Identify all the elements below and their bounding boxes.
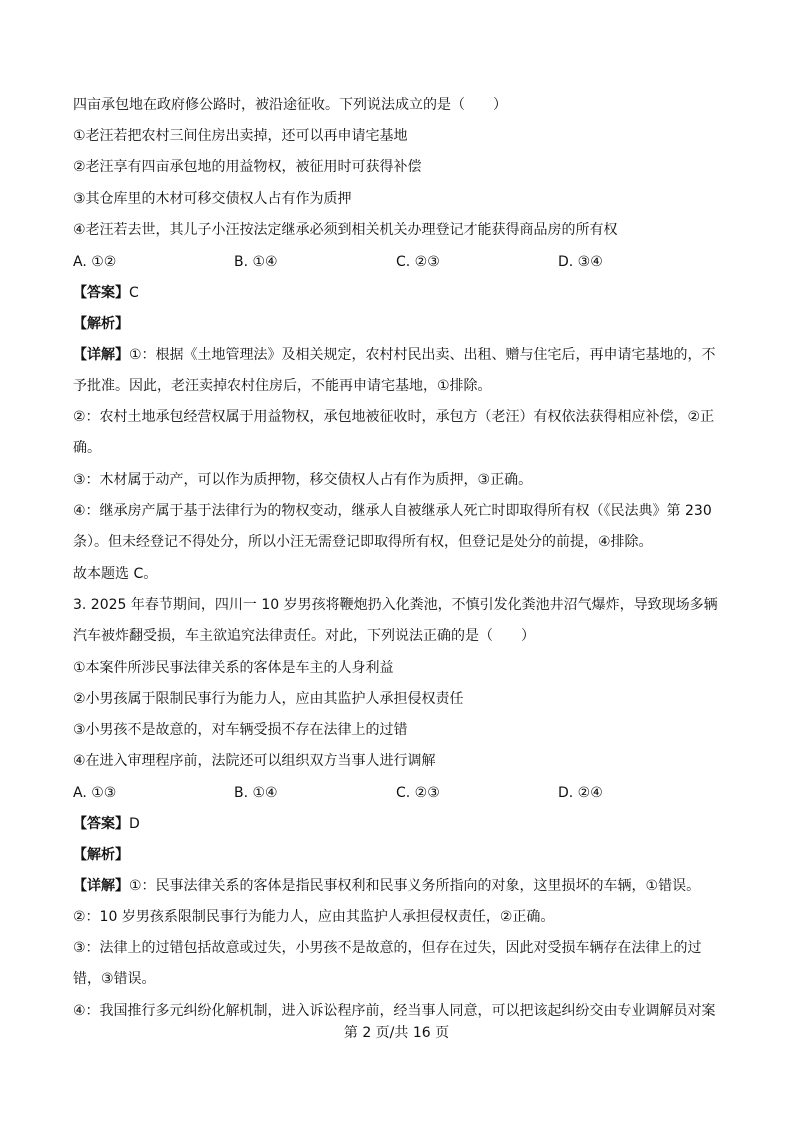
q2-detail-3: ③：木材属于动产，可以作为质押物，移交债权人占有作为质押，③正确。	[73, 472, 533, 488]
q3-option-a: A. ①③	[73, 785, 117, 801]
q3-item-1: ①本案件所涉民事法律关系的客体是车主的人身利益	[73, 660, 394, 676]
q2-option-c: C. ②③	[396, 254, 440, 270]
q2-conclusion: 故本题选 C。	[73, 566, 158, 582]
answer-label: 【答案】	[73, 816, 129, 832]
answer-value: C	[129, 285, 139, 301]
q3-option-b: B. ①④	[234, 785, 278, 801]
q2-item-2: ②老汪享有四亩承包地的用益物权，被征用时可获得补偿	[73, 159, 422, 175]
q3-option-c: C. ②③	[396, 785, 440, 801]
q2-stem: 四亩承包地在政府修公路时，被沿途征收。下列说法成立的是（ ）	[73, 97, 507, 113]
answer-label: 【答案】	[73, 285, 129, 301]
q3-analysis-label: 【解析】	[73, 847, 129, 863]
q2-item-4: ④老汪若去世，其儿子小汪按法定继承必须到相关机关办理登记才能获得商品房的所有权	[73, 222, 618, 238]
q2-option-b: B. ①④	[234, 254, 278, 270]
q3-option-d: D. ②④	[558, 785, 603, 801]
detail-label: 【详解】	[73, 878, 129, 894]
q3-item-4: ④在进入审理程序前，法院还可以组织双方当事人进行调解	[73, 753, 436, 769]
detail-label: 【详解】	[73, 347, 129, 363]
q3-item-3: ③小男孩不是故意的，对车辆受损不存在法律上的过错	[73, 722, 408, 738]
page-footer: 第 2 页/共 16 页	[343, 1025, 450, 1041]
q2-detail-4: ④：继承房产属于基于法律行为的物权变动，继承人自被继承人死亡时即取得所有权（《民法典》第 230 条）。但未经登记不得处分，所以小汪无需登记即取得所有权，但登记是处分的前提，④排除。	[73, 503, 712, 550]
q3-detail-3: ③：法律上的过错包括故意或过失，小男孩不是故意的，但存在过失，因此对受损车辆存在法律上的过错，③错误。	[73, 940, 702, 987]
q2-analysis-label: 【解析】	[73, 316, 129, 332]
q2-item-3: ③其仓库里的木材可移交债权人占有作为质押	[73, 191, 352, 207]
q2-option-d: D. ③④	[558, 254, 603, 270]
answer-value: D	[129, 816, 140, 832]
q2-detail-1: 【详解】①：根据《土地管理法》及相关规定，农村村民出卖、出租、赠与住宅后，再申请宅基地的，不予批准。因此，老汪卖掉农村住房后，不能再申请宅基地，①排除。	[73, 347, 716, 394]
q3-detail-1: 【详解】①：民事法律关系的客体是指民事权利和民事义务所指向的对象，这里损坏的车辆，①错误。	[73, 878, 701, 894]
q3-answer	[73, 815, 140, 834]
q3-item-2: ②小男孩属于限制民事行为能力人，应由其监护人承担侵权责任	[73, 691, 464, 707]
q3-detail-2: ②：10 岁男孩系限制民事行为能力人，应由其监护人承担侵权责任，②正确。	[73, 909, 555, 925]
q2-item-1: ①老汪若把农村三间住房出卖掉，还可以再申请宅基地	[73, 128, 408, 144]
q3-stem: 3. 2025 年春节期间，四川一 10 岁男孩将鞭炮扔入化粪池，不慎引发化粪池井沼气爆炸，导致现场多辆汽车被炸翻受损，车主欲追究法律责任。对此，下列说法正确的是（ ）	[73, 597, 718, 644]
q2-detail-2: ②：农村土地承包经营权属于用益物权，承包地被征收时，承包方（老汪）有权依法获得相应补偿，②正确。	[73, 409, 715, 456]
q2-option-a: A. ①②	[73, 254, 117, 270]
q3-detail-4: ④：我国推行多元纠纷化解机制，进入诉讼程序前，经当事人同意，可以把该起纠纷交由专业调解员对案	[73, 1003, 716, 1019]
q2-answer	[73, 284, 139, 303]
